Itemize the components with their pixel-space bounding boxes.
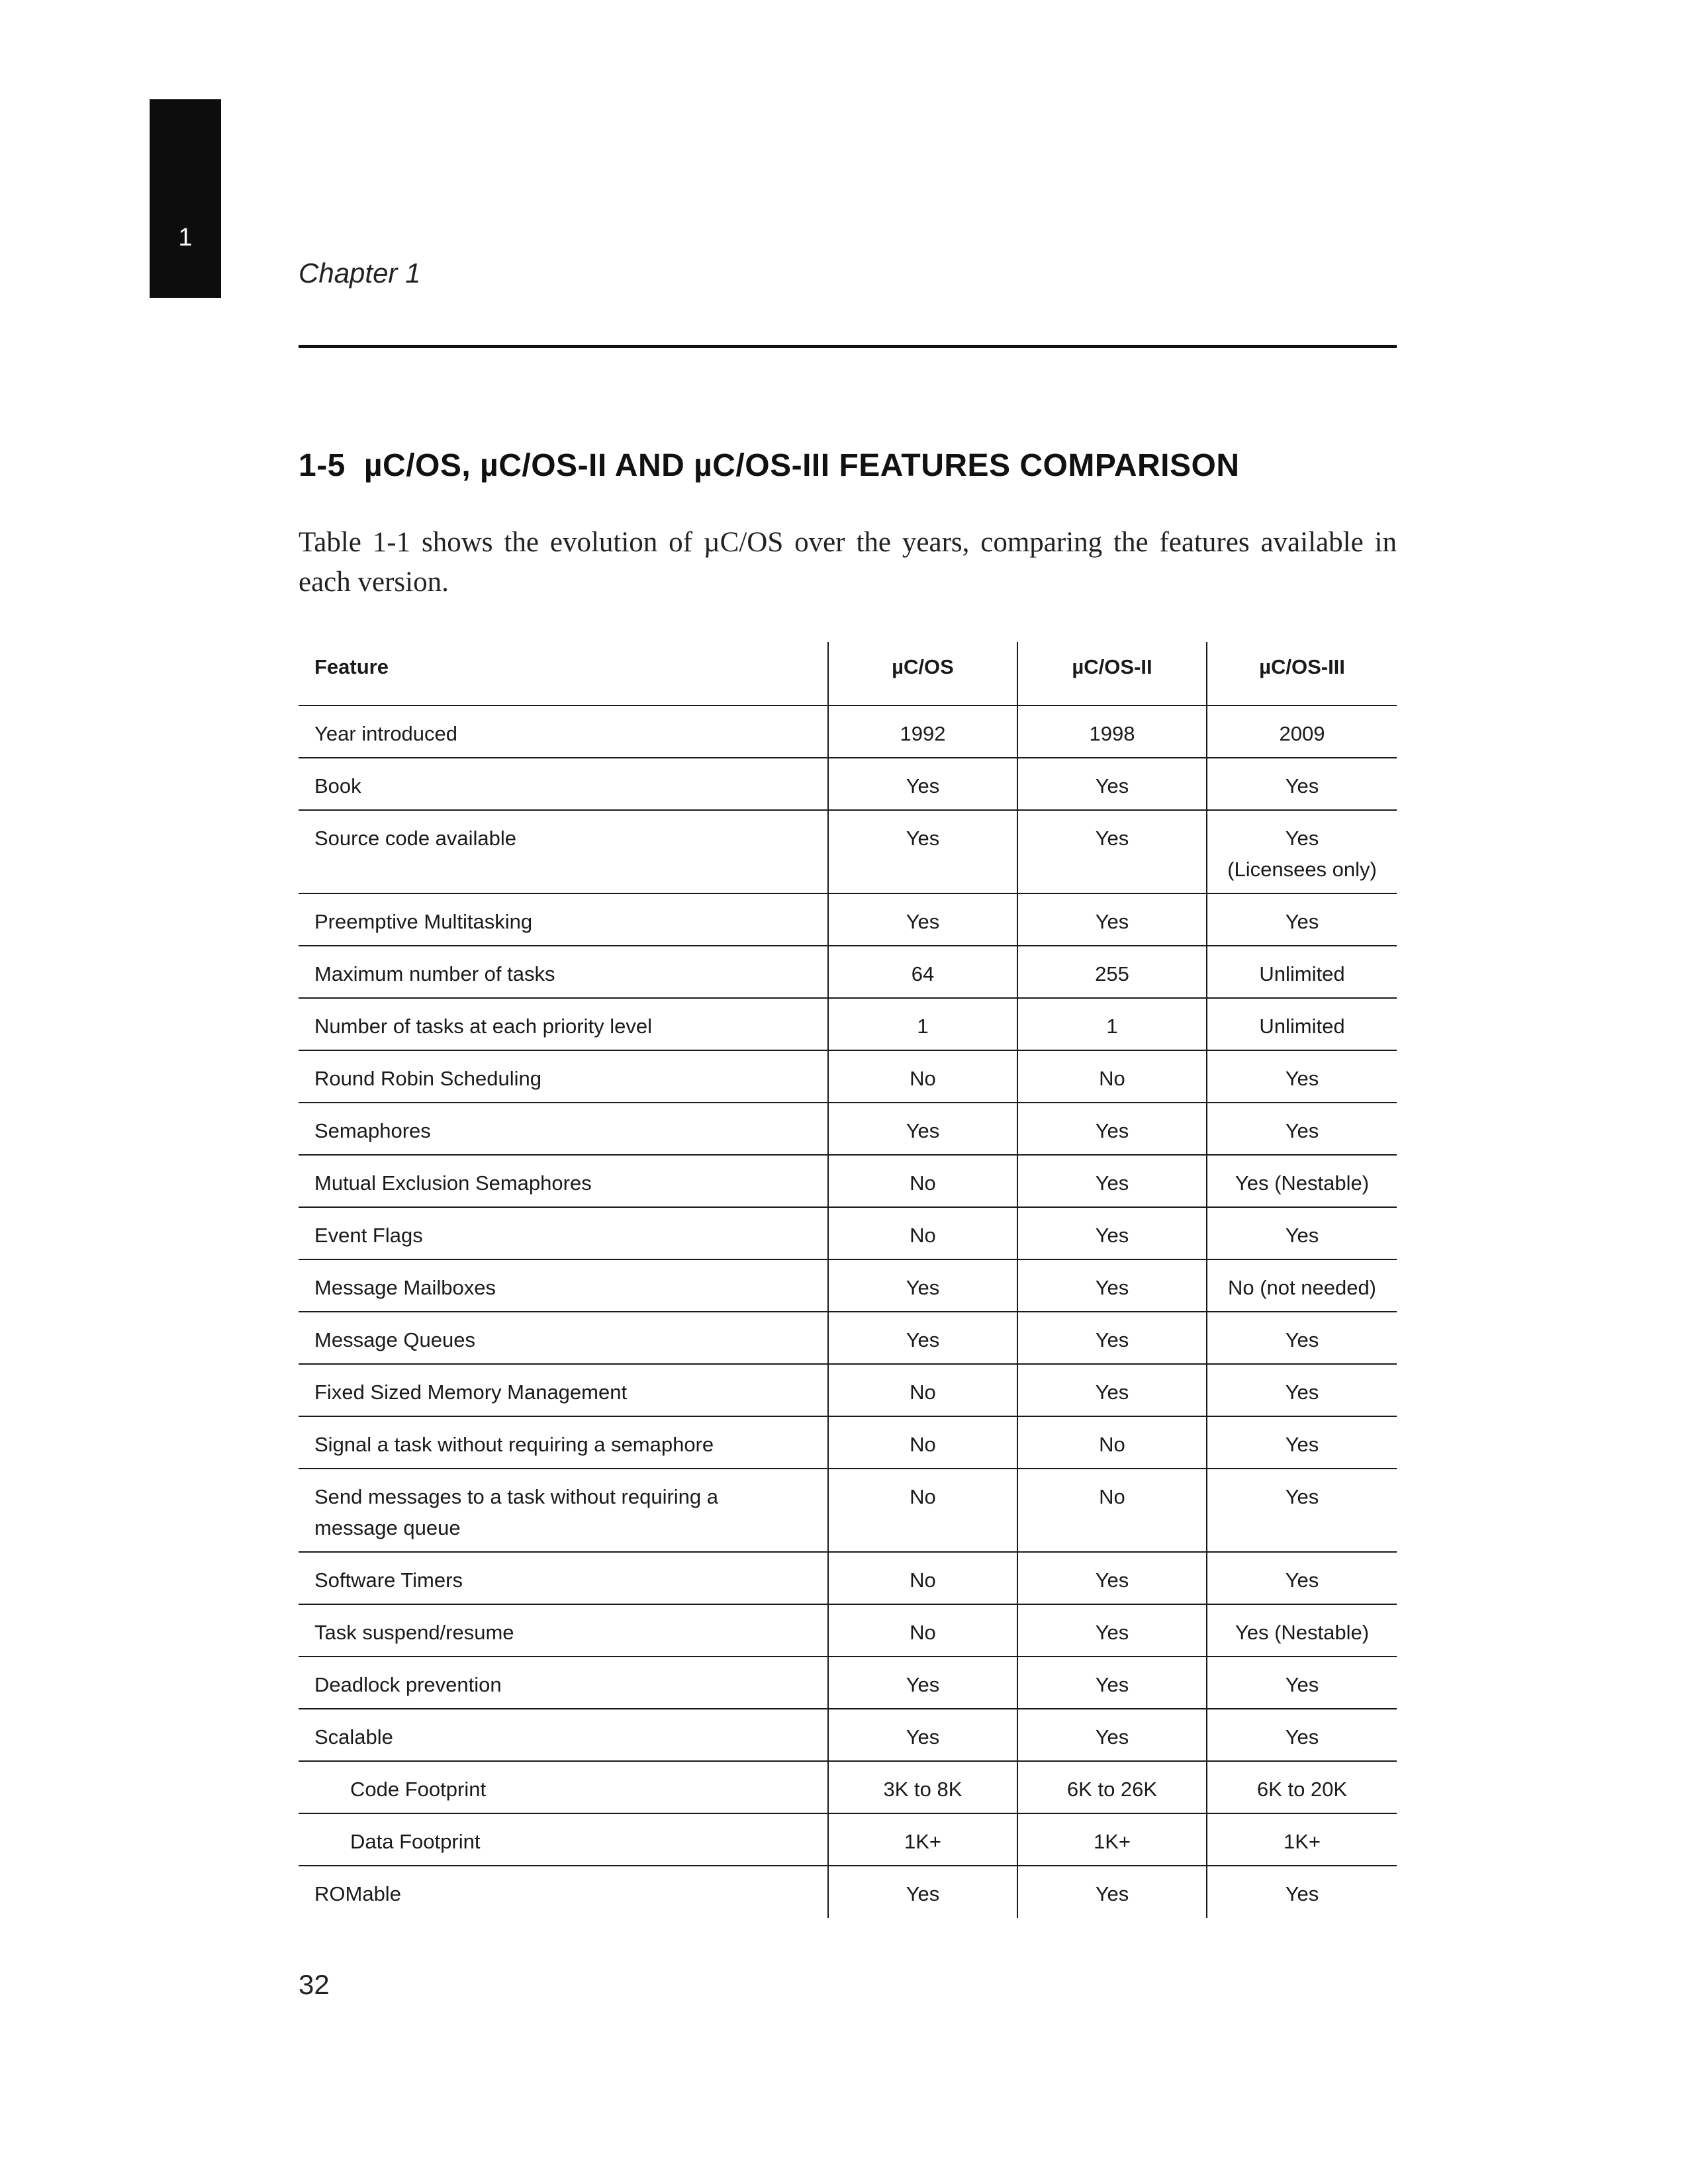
table-row	[299, 1709, 1397, 1761]
feature-cell: Book	[299, 758, 828, 810]
ucos-iii-cell: Yes	[1207, 1416, 1397, 1469]
ucos-cell: No	[828, 1155, 1017, 1207]
ucos-ii-cell: Yes	[1017, 810, 1207, 893]
ucos-iii-cell: Yes	[1207, 1709, 1397, 1761]
ucos-cell: Yes	[828, 1657, 1017, 1709]
table-row	[299, 893, 1397, 946]
ucos-ii-cell: Yes	[1017, 1259, 1207, 1312]
ucos-iii-cell: 1K+	[1207, 1813, 1397, 1866]
header-rule	[299, 345, 1397, 348]
table-row	[299, 1552, 1397, 1604]
ucos-ii-cell: 255	[1017, 946, 1207, 998]
ucos-iii-cell: Yes	[1207, 1312, 1397, 1364]
ucos-iii-value: Yes	[1285, 827, 1319, 850]
table-row	[299, 998, 1397, 1050]
feature-cell: Message Mailboxes	[299, 1259, 828, 1312]
ucos-iii-cell: 6K to 20K	[1207, 1761, 1397, 1813]
ucos-iii-cell: 2009	[1207, 705, 1397, 758]
ucos-cell: No	[828, 1207, 1017, 1259]
ucos-cell: Yes	[828, 1312, 1017, 1364]
table-row	[299, 1761, 1397, 1813]
ucos-cell: No	[828, 1050, 1017, 1103]
section-title	[299, 450, 1240, 482]
ucos-cell: 64	[828, 946, 1017, 998]
chapter-tab-number: 1	[178, 224, 193, 251]
ucos-cell: 1992	[828, 705, 1017, 758]
features-comparison-table	[299, 642, 1397, 1918]
ucos-ii-cell: Yes	[1017, 1552, 1207, 1604]
table-row	[299, 810, 1397, 893]
ucos-iii-cell: Unlimited	[1207, 946, 1397, 998]
ucos-cell: No	[828, 1364, 1017, 1416]
section-title-text: µC/OS, µC/OS-II AND µC/OS-III FEATURES COMPARISON	[363, 448, 1240, 483]
ucos-ii-cell: Yes	[1017, 1312, 1207, 1364]
column-header-ucos-iii: µC/OS-III	[1207, 642, 1397, 705]
ucos-cell: No	[828, 1552, 1017, 1604]
ucos-cell: No	[828, 1469, 1017, 1552]
ucos-iii-cell: Yes	[1207, 893, 1397, 946]
ucos-iii-cell: Yes	[1207, 1469, 1397, 1552]
ucos-cell: Yes	[828, 1103, 1017, 1155]
ucos-cell: Yes	[828, 1866, 1017, 1918]
ucos-ii-cell: Yes	[1017, 1207, 1207, 1259]
ucos-ii-cell: Yes	[1017, 1604, 1207, 1657]
table-row	[299, 1604, 1397, 1657]
ucos-cell: Yes	[828, 893, 1017, 946]
table-row	[299, 1155, 1397, 1207]
feature-cell: Software Timers	[299, 1552, 828, 1604]
ucos-cell: Yes	[828, 1259, 1017, 1312]
ucos-ii-cell: 1K+	[1017, 1813, 1207, 1866]
table-header-row	[299, 642, 1397, 705]
table-row	[299, 1050, 1397, 1103]
table-row	[299, 1657, 1397, 1709]
feature-cell: Task suspend/resume	[299, 1604, 828, 1657]
table-row	[299, 1103, 1397, 1155]
ucos-ii-cell: Yes	[1017, 1364, 1207, 1416]
ucos-ii-cell: Yes	[1017, 1103, 1207, 1155]
ucos-cell: No	[828, 1604, 1017, 1657]
feature-text: Send messages to a task without requiring a message queue	[314, 1485, 719, 1539]
feature-cell: Round Robin Scheduling	[299, 1050, 828, 1103]
ucos-cell: 1	[828, 998, 1017, 1050]
ucos-cell: No	[828, 1416, 1017, 1469]
ucos-iii-cell: Yes	[1207, 1103, 1397, 1155]
ucos-iii-cell: Yes	[1207, 1866, 1397, 1918]
feature-cell: Scalable	[299, 1709, 828, 1761]
feature-cell: Data Footprint	[299, 1813, 828, 1866]
table-row	[299, 758, 1397, 810]
feature-cell: Message Queues	[299, 1312, 828, 1364]
feature-cell: Mutual Exclusion Semaphores	[299, 1155, 828, 1207]
ucos-ii-cell: Yes	[1017, 893, 1207, 946]
page-number: 32	[299, 1969, 330, 2000]
feature-cell: Preemptive Multitasking	[299, 893, 828, 946]
table-row	[299, 1207, 1397, 1259]
ucos-ii-cell: Yes	[1017, 1866, 1207, 1918]
column-header-ucos: µC/OS	[828, 642, 1017, 705]
ucos-iii-cell: Yes	[1207, 1207, 1397, 1259]
ucos-iii-note: (Licensees only)	[1227, 858, 1377, 881]
ucos-iii-cell: Yes	[1207, 1050, 1397, 1103]
ucos-iii-cell: Yes	[1207, 1364, 1397, 1416]
ucos-cell: Yes	[828, 1709, 1017, 1761]
feature-cell	[299, 1469, 828, 1552]
feature-cell: Signal a task without requiring a semaphore	[299, 1416, 828, 1469]
table-row	[299, 1469, 1397, 1552]
ucos-ii-cell: Yes	[1017, 1657, 1207, 1709]
feature-cell: Maximum number of tasks	[299, 946, 828, 998]
intro-paragraph: Table 1-1 shows the evolution of µC/OS over the years, comparing the features available in each version.	[299, 527, 1397, 598]
feature-cell: Semaphores	[299, 1103, 828, 1155]
feature-cell: Deadlock prevention	[299, 1657, 828, 1709]
table-row	[299, 1259, 1397, 1312]
ucos-ii-cell: No	[1017, 1416, 1207, 1469]
feature-cell: Source code available	[299, 810, 828, 893]
table-row	[299, 1312, 1397, 1364]
ucos-iii-cell	[1207, 810, 1397, 893]
ucos-ii-cell: Yes	[1017, 1155, 1207, 1207]
ucos-iii-cell: Yes (Nestable)	[1207, 1155, 1397, 1207]
ucos-cell: Yes	[828, 758, 1017, 810]
ucos-ii-cell: 1998	[1017, 705, 1207, 758]
ucos-iii-cell: Yes	[1207, 1552, 1397, 1604]
table-row	[299, 705, 1397, 758]
ucos-ii-cell: Yes	[1017, 1709, 1207, 1761]
chapter-tab	[150, 99, 221, 298]
feature-cell: Year introduced	[299, 705, 828, 758]
table-row	[299, 1364, 1397, 1416]
ucos-iii-cell: Unlimited	[1207, 998, 1397, 1050]
ucos-iii-cell: No (not needed)	[1207, 1259, 1397, 1312]
ucos-iii-cell: Yes (Nestable)	[1207, 1604, 1397, 1657]
ucos-iii-cell: Yes	[1207, 1657, 1397, 1709]
ucos-iii-cell: Yes	[1207, 758, 1397, 810]
ucos-ii-cell: No	[1017, 1050, 1207, 1103]
table-row	[299, 1866, 1397, 1918]
table-row	[299, 1416, 1397, 1469]
ucos-ii-cell: 6K to 26K	[1017, 1761, 1207, 1813]
ucos-cell: 1K+	[828, 1813, 1017, 1866]
column-header-feature: Feature	[299, 642, 828, 705]
ucos-ii-cell: Yes	[1017, 758, 1207, 810]
ucos-ii-cell: 1	[1017, 998, 1207, 1050]
feature-cell: ROMable	[314, 1882, 401, 1905]
feature-cell: Code Footprint	[299, 1761, 828, 1813]
table-row	[299, 946, 1397, 998]
column-header-ucos-ii: µC/OS-II	[1017, 642, 1207, 705]
feature-cell: Number of tasks at each priority level	[299, 998, 828, 1050]
ucos-ii-cell: No	[1017, 1469, 1207, 1552]
feature-cell: Event Flags	[299, 1207, 828, 1259]
ucos-cell: 3K to 8K	[828, 1761, 1017, 1813]
section-number: 1-5	[299, 448, 346, 483]
table-row	[299, 1813, 1397, 1866]
feature-cell: Fixed Sized Memory Management	[299, 1364, 828, 1416]
running-head: Chapter 1	[299, 257, 421, 289]
ucos-cell: Yes	[828, 810, 1017, 893]
